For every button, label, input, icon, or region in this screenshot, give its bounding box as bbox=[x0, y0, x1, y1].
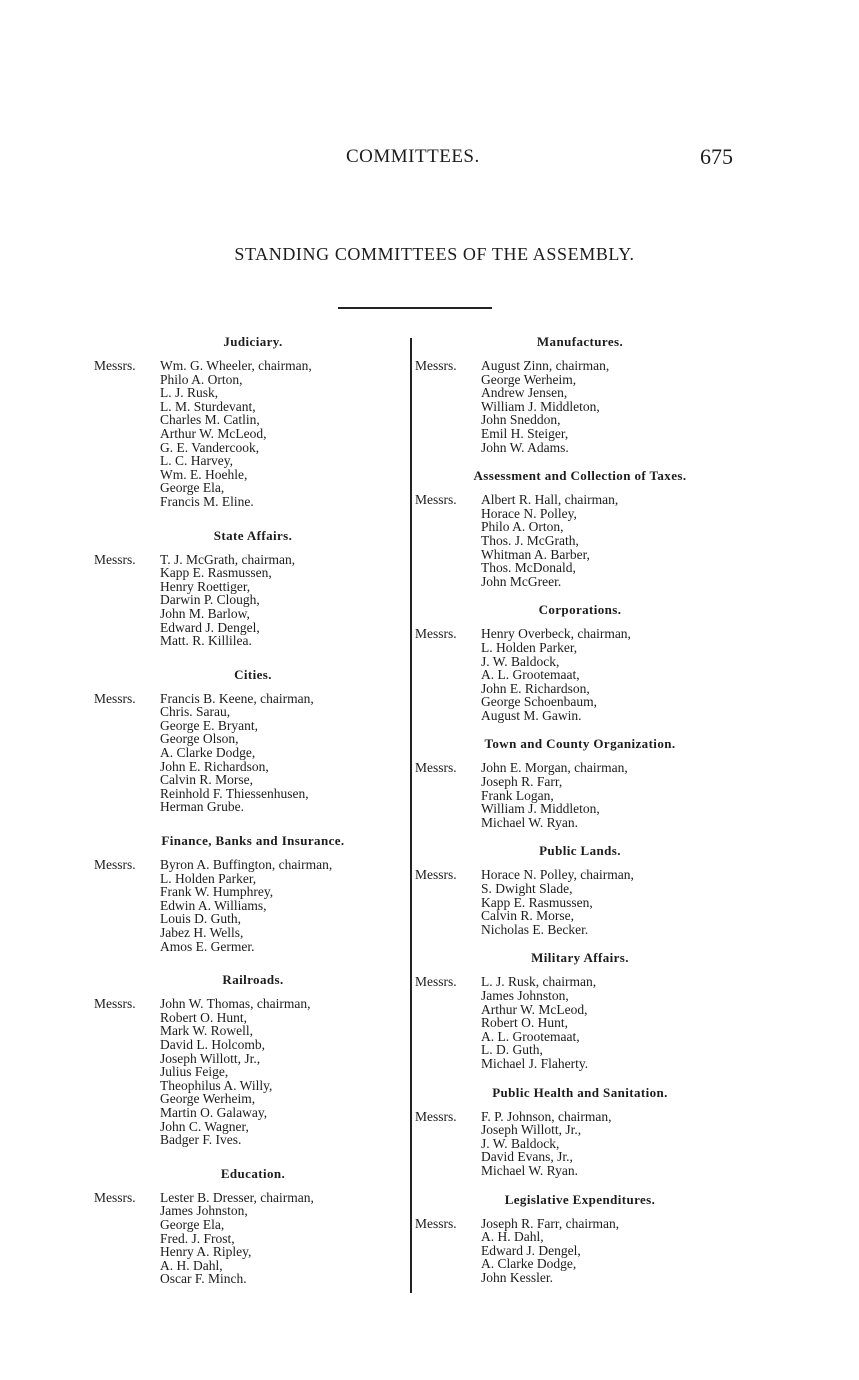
committee-name: State Affairs. bbox=[213, 527, 293, 543]
member-list bbox=[160, 858, 402, 953]
running-header bbox=[0, 146, 859, 176]
committee-section bbox=[94, 528, 402, 648]
member-list bbox=[160, 553, 402, 648]
messrs-label: Messrs. bbox=[415, 760, 457, 776]
member-name: A. H. Dahl, bbox=[481, 1229, 544, 1245]
committee-section bbox=[415, 602, 735, 722]
committee-name: Town and County Organization. bbox=[484, 736, 676, 752]
member-name: William J. Middleton, bbox=[481, 801, 600, 817]
messrs-label: Messrs. bbox=[415, 1108, 457, 1124]
member-list bbox=[160, 692, 402, 814]
member-name: A. Clarke Dodge, bbox=[481, 1256, 577, 1272]
member-name: David Evans, Jr., bbox=[481, 1149, 573, 1165]
member-name: Lester B. Dresser, chairman, bbox=[160, 1189, 314, 1205]
committee-members bbox=[415, 627, 735, 722]
member-name: Charles M. Catlin, bbox=[160, 412, 260, 428]
member-name: F. P. Johnson, chairman, bbox=[481, 1108, 612, 1124]
member-name: Frank Logan, bbox=[481, 787, 554, 803]
committee-section bbox=[94, 667, 402, 814]
member-name: Albert R. Hall, chairman, bbox=[481, 492, 619, 508]
member-name: August M. Gawin. bbox=[481, 707, 582, 723]
member-list bbox=[481, 868, 735, 936]
member-name: John M. Barlow, bbox=[160, 605, 250, 621]
committee-members bbox=[415, 975, 735, 1070]
member-name: T. J. McGrath, chairman, bbox=[160, 551, 296, 567]
member-name: Nicholas E. Becker. bbox=[481, 921, 589, 937]
member-name: George E. Bryant, bbox=[160, 717, 258, 733]
member-name: Henry Roettiger, bbox=[160, 578, 251, 594]
member-name: George Ela, bbox=[160, 480, 225, 496]
committee-section bbox=[415, 468, 735, 588]
member-name: John McGreer. bbox=[481, 573, 562, 589]
member-name: Louis D. Guth, bbox=[160, 911, 241, 927]
committee-name: Public Health and Sanitation. bbox=[492, 1084, 668, 1100]
committee-section bbox=[415, 334, 735, 454]
member-list bbox=[481, 761, 735, 829]
committee-name: Public Lands. bbox=[539, 843, 621, 859]
committee-section bbox=[415, 1192, 735, 1285]
member-name: Michael J. Flaherty. bbox=[481, 1055, 589, 1071]
committee-name: Corporations. bbox=[538, 602, 622, 618]
member-name: Wm. G. Wheeler, chairman, bbox=[160, 358, 312, 373]
messrs-label: Messrs. bbox=[94, 551, 136, 567]
member-list bbox=[160, 1191, 402, 1286]
committee-section bbox=[94, 972, 402, 1147]
member-name: J. W. Baldock, bbox=[481, 653, 560, 669]
member-name: Martin O. Galaway, bbox=[160, 1104, 268, 1120]
member-name: George Werheim, bbox=[481, 371, 577, 387]
messrs-label: Messrs. bbox=[415, 358, 457, 373]
member-name: Badger F. Ives. bbox=[160, 1132, 242, 1148]
member-name: A. Clarke Dodge, bbox=[160, 745, 256, 761]
committee-members bbox=[415, 359, 735, 454]
messrs-label: Messrs. bbox=[94, 690, 136, 706]
committee-name: Assessment and Collection of Taxes. bbox=[473, 468, 687, 484]
committee-name: Manufactures. bbox=[536, 334, 624, 349]
committee-section bbox=[415, 736, 735, 829]
column-divider bbox=[410, 338, 412, 1293]
committee-members bbox=[94, 997, 402, 1147]
member-name: Joseph R. Farr, bbox=[481, 774, 563, 790]
member-name: Thos. J. McGrath, bbox=[481, 532, 579, 548]
member-list bbox=[481, 1217, 735, 1285]
member-name: Henry Overbeck, chairman, bbox=[481, 626, 631, 642]
member-name: Horace N. Polley, chairman, bbox=[481, 867, 634, 883]
committee-members bbox=[94, 359, 402, 509]
committee-members bbox=[94, 858, 402, 953]
member-name: L. D. Guth, bbox=[481, 1042, 543, 1058]
member-name: John W. Adams. bbox=[481, 439, 569, 455]
member-name: Edwin A. Williams, bbox=[160, 897, 267, 913]
committee-members bbox=[415, 1217, 735, 1285]
messrs-label: Messrs. bbox=[415, 1215, 457, 1231]
member-name: Philo A. Orton, bbox=[481, 519, 564, 535]
member-list bbox=[481, 975, 735, 1070]
messrs-label: Messrs. bbox=[94, 996, 136, 1012]
running-title: COMMITTEES. bbox=[346, 146, 480, 167]
page-title: STANDING COMMITTEES OF THE ASSEMBLY. bbox=[234, 244, 635, 264]
committee-members bbox=[94, 1191, 402, 1286]
member-name: L. Holden Parker, bbox=[160, 870, 257, 886]
member-name: Michael W. Ryan. bbox=[481, 1162, 578, 1178]
member-name: Calvin R. Morse, bbox=[160, 772, 253, 788]
committee-name: Military Affairs. bbox=[531, 950, 629, 966]
member-name: Julius Feige, bbox=[160, 1064, 229, 1080]
member-name: S. Dwight Slade, bbox=[481, 881, 573, 897]
member-name: Henry A. Ripley, bbox=[160, 1244, 252, 1260]
member-name: Thos. McDonald, bbox=[481, 560, 576, 576]
member-name: Edward J. Dengel, bbox=[481, 1242, 581, 1258]
member-name: John E. Morgan, chairman, bbox=[481, 760, 628, 776]
member-name: L. Holden Parker, bbox=[481, 639, 578, 655]
member-name: Edward J. Dengel, bbox=[160, 619, 260, 635]
right-column bbox=[415, 334, 735, 1299]
member-name: Kapp E. Rasmussen, bbox=[160, 565, 272, 581]
member-name: John Kessler. bbox=[481, 1269, 553, 1285]
member-name: Joseph R. Farr, chairman, bbox=[481, 1215, 620, 1231]
messrs-label: Messrs. bbox=[94, 857, 136, 873]
member-name: John E. Richardson, bbox=[160, 758, 269, 774]
title-rule bbox=[338, 307, 492, 309]
member-name: L. C. Harvey, bbox=[160, 453, 233, 469]
member-name: Francis B. Keene, chairman, bbox=[160, 690, 314, 706]
member-name: Arthur W. McLeod, bbox=[481, 1001, 588, 1017]
member-name: Calvin R. Morse, bbox=[481, 908, 574, 924]
member-list bbox=[160, 359, 402, 509]
committee-members bbox=[94, 553, 402, 648]
member-name: Robert O. Hunt, bbox=[481, 1015, 568, 1031]
member-name: Francis M. Eline. bbox=[160, 493, 254, 509]
member-list bbox=[481, 359, 735, 454]
member-name: Wm. E. Hoehle, bbox=[160, 466, 248, 482]
member-list bbox=[481, 493, 735, 588]
member-name: A. L. Grootemaat, bbox=[481, 1028, 580, 1044]
member-name: Philo A. Orton, bbox=[160, 371, 243, 387]
member-name: James Johnston, bbox=[160, 1203, 248, 1219]
member-name: Herman Grube. bbox=[160, 799, 244, 815]
member-name: David L. Holcomb, bbox=[160, 1036, 265, 1052]
member-name: Jabez H. Wells, bbox=[160, 925, 244, 940]
messrs-label: Messrs. bbox=[94, 358, 136, 373]
member-name: Theophilus A. Willy, bbox=[160, 1077, 273, 1093]
messrs-label: Messrs. bbox=[415, 867, 457, 883]
committee-name: Railroads. bbox=[222, 972, 284, 988]
member-name: Reinhold F. Thiessenhusen, bbox=[160, 785, 309, 801]
member-name: Darwin P. Clough, bbox=[160, 592, 260, 608]
member-name: George Ela, bbox=[160, 1216, 225, 1232]
member-name: Michael W. Ryan. bbox=[481, 814, 578, 830]
member-name: Robert O. Hunt, bbox=[160, 1009, 247, 1025]
member-name: Fred. J. Frost, bbox=[160, 1230, 235, 1246]
member-name: John C. Wagner, bbox=[160, 1118, 249, 1134]
member-list bbox=[160, 997, 402, 1147]
member-name: L. J. Rusk, chairman, bbox=[481, 974, 597, 990]
member-name: L. J. Rusk, bbox=[160, 385, 219, 401]
member-name: William J. Middleton, bbox=[481, 398, 600, 414]
member-list bbox=[481, 627, 735, 722]
member-name: Chris. Sarau, bbox=[160, 704, 231, 720]
member-name: Amos E. Germer. bbox=[160, 938, 255, 954]
messrs-label: Messrs. bbox=[415, 974, 457, 990]
committee-name: Cities. bbox=[234, 666, 272, 682]
committee-members bbox=[415, 1110, 735, 1178]
page-number: 675 bbox=[700, 144, 733, 169]
member-name: James Johnston, bbox=[481, 988, 569, 1003]
member-name: Byron A. Buffington, chairman, bbox=[160, 857, 333, 873]
member-list bbox=[481, 1110, 735, 1178]
member-name: Kapp E. Rasmussen, bbox=[481, 894, 593, 910]
committee-name: Finance, Banks and Insurance. bbox=[161, 833, 345, 849]
member-name: G. E. Vandercook, bbox=[160, 439, 260, 455]
committee-name: Judiciary. bbox=[223, 334, 283, 349]
committee-members bbox=[415, 868, 735, 936]
member-name: Frank W. Humphrey, bbox=[160, 884, 274, 900]
member-name: George Werheim, bbox=[160, 1091, 256, 1107]
committee-name: Legislative Expenditures. bbox=[504, 1191, 656, 1207]
member-name: Whitman A. Barber, bbox=[481, 546, 590, 562]
member-name: A. L. Grootemaat, bbox=[481, 667, 580, 683]
member-name: August Zinn, chairman, bbox=[481, 358, 610, 373]
member-name: Andrew Jensen, bbox=[481, 385, 568, 401]
committee-section bbox=[94, 334, 402, 509]
member-name: George Olson, bbox=[160, 731, 239, 747]
member-name: John E. Richardson, bbox=[481, 680, 590, 696]
committee-section bbox=[94, 833, 402, 953]
committee-members bbox=[94, 692, 402, 814]
member-name: Mark W. Rowell, bbox=[160, 1023, 253, 1039]
committee-members bbox=[415, 493, 735, 588]
committee-members bbox=[415, 761, 735, 829]
member-name: Oscar F. Minch. bbox=[160, 1271, 247, 1287]
committee-section bbox=[94, 1166, 402, 1286]
member-name: Joseph Willott, Jr., bbox=[481, 1122, 582, 1138]
member-name: John W. Thomas, chairman, bbox=[160, 996, 311, 1012]
member-name: Joseph Willott, Jr., bbox=[160, 1050, 261, 1066]
messrs-label: Messrs. bbox=[94, 1189, 136, 1205]
member-name: Matt. R. Killilea. bbox=[160, 633, 252, 649]
member-name: J. W. Baldock, bbox=[481, 1135, 560, 1151]
member-name: John Sneddon, bbox=[481, 412, 561, 428]
left-column bbox=[94, 334, 402, 1305]
committee-section bbox=[415, 843, 735, 936]
member-name: Horace N. Polley, bbox=[481, 505, 577, 521]
committee-section bbox=[415, 1085, 735, 1178]
member-name: Arthur W. McLeod, bbox=[160, 425, 267, 441]
committee-name: Education. bbox=[220, 1165, 286, 1181]
committee-section bbox=[415, 950, 735, 1070]
messrs-label: Messrs. bbox=[415, 492, 457, 508]
member-name: L. M. Sturdevant, bbox=[160, 398, 256, 414]
member-name: George Schoenbaum, bbox=[481, 694, 597, 710]
member-name: Emil H. Steiger, bbox=[481, 425, 569, 441]
messrs-label: Messrs. bbox=[415, 626, 457, 642]
member-name: A. H. Dahl, bbox=[160, 1257, 223, 1273]
